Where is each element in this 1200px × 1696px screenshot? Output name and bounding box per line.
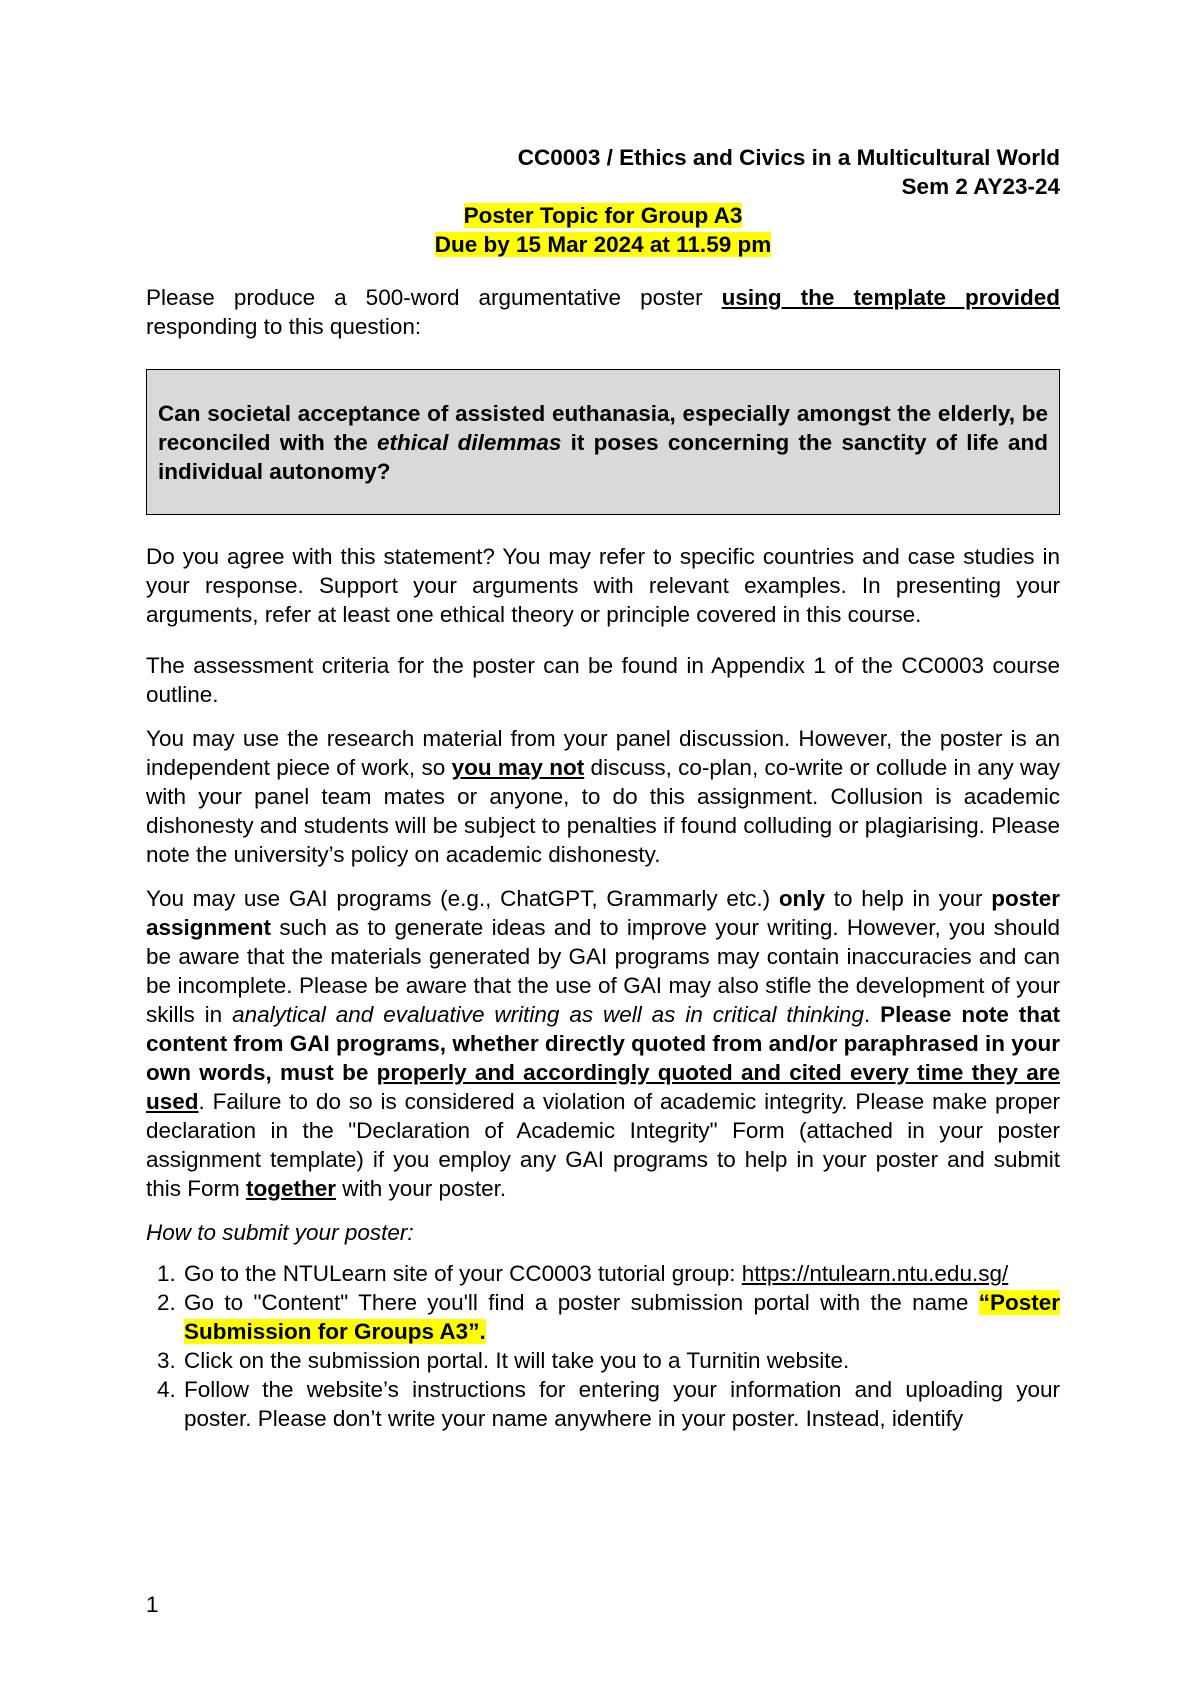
question-text: Can societal acceptance of assisted euthanasia, especially amongst the elderly, be reconciled with the xyxy=(158,401,1048,455)
ntulearn-link[interactable]: https://ntulearn.ntu.edu.sg/ xyxy=(741,1261,1009,1286)
gai-text-4: . xyxy=(863,1002,881,1027)
topic-title: Poster Topic for Group A3 xyxy=(463,203,743,228)
intro-paragraph xyxy=(146,283,1060,341)
research-emphasis: you may not xyxy=(451,755,585,780)
step-text: Go to "Content" There you'll find a poster submission portal with the name xyxy=(184,1290,979,1315)
research-text-end: discuss, co-plan, co-write or collude in any way with your panel team mates or anyone, to do this assignment. Collusion is academic dishonesty and students will be subject to penalties if found colluding or plagiarising. Please note the university’s policy on academic dishonesty. xyxy=(146,755,1061,867)
list-item xyxy=(182,1288,1060,1346)
semester-label: Sem 2 AY23-24 xyxy=(901,174,1060,199)
agree-paragraph: Do you agree with this statement? You may refer to specific countries and case studies in your response. Support your arguments with relevant examples. In presenting your arguments, refer at least one ethical theory or principle covered in this course. xyxy=(146,544,1060,627)
gai-bold-note: Please note that content from GAI programs, whether directly quoted from and/or paraphrased in your own words, must be xyxy=(146,1002,1060,1085)
how-to-heading xyxy=(146,1218,1060,1247)
due-date: Due by 15 Mar 2024 at 11.59 pm xyxy=(434,232,772,257)
list-item xyxy=(182,1346,1060,1375)
step-text: Click on the submission portal. It will take you to a Turnitin website. xyxy=(184,1348,850,1373)
gai-bold-assignment: poster assignment xyxy=(146,886,1061,940)
list-item xyxy=(182,1375,1060,1433)
gai-text-6: with your poster. xyxy=(336,1176,507,1201)
step-text: Go to the NTULearn site of your CC0003 tutorial group: xyxy=(184,1261,742,1286)
gai-text-3: such as to generate ideas and to improve your writing. However, you should be aware that the materials generated by GAI programs may contain inaccuracies and can be incomplete. Please be aware that the use of GAI may also stifle the development of your skills in xyxy=(146,915,1060,1027)
research-text: You may use the research material from your panel discussion. However, the poster is an independent piece of work, so xyxy=(146,726,1060,780)
gai-italic: analytical and evaluative writing as well as in critical thinking xyxy=(232,1002,864,1027)
question-text-end: it poses concerning the sanctity of life and individual autonomy? xyxy=(158,430,1048,484)
due-heading xyxy=(146,230,1060,259)
gai-text-1: You may use GAI programs (e.g., ChatGPT, Grammarly etc.) xyxy=(146,886,779,911)
question-italic: ethical dilemmas xyxy=(377,430,562,455)
topic-heading xyxy=(146,201,1060,230)
research-paragraph xyxy=(146,724,1060,869)
gai-together: together xyxy=(246,1176,337,1201)
intro-emphasis: using the template provided xyxy=(721,285,1060,310)
list-item xyxy=(182,1259,1060,1288)
gai-text-2: to help in your xyxy=(825,886,992,911)
course-title: CC0003 / Ethics and Civics in a Multicultural World xyxy=(517,145,1060,170)
question-box xyxy=(146,369,1060,515)
portal-name: “Poster Submission for Groups A3”. xyxy=(184,1290,1060,1344)
gai-paragraph xyxy=(146,884,1060,1203)
step-text: Follow the website’s instructions for entering your information and uploading your poster. Please don’t write your name anywhere in your poster. Instead, identify xyxy=(184,1377,1060,1431)
gai-text-5: . Failure to do so is considered a violation of academic integrity. Please make proper declaration in the "Declaration of Academic Integrity" Form (attached in your poster assignment template) if you employ any GAI programs to help in your poster and submit this Form xyxy=(146,1089,1060,1201)
document-body xyxy=(146,143,1060,1433)
criteria-paragraph: The assessment criteria for the poster can be found in Appendix 1 of the CC0003 course outline. xyxy=(146,653,1060,707)
how-to-label: How to submit your poster: xyxy=(146,1220,414,1245)
intro-text-end: responding to this question: xyxy=(146,314,422,339)
gai-bold-only: only xyxy=(778,886,826,911)
submission-steps xyxy=(146,1259,1060,1433)
page-number: 1 xyxy=(146,1592,159,1617)
intro-text: Please produce a 500-word argumentative poster xyxy=(146,285,722,310)
gai-bold-underline: properly and accordingly quoted and cited every time they are used xyxy=(146,1060,1060,1114)
